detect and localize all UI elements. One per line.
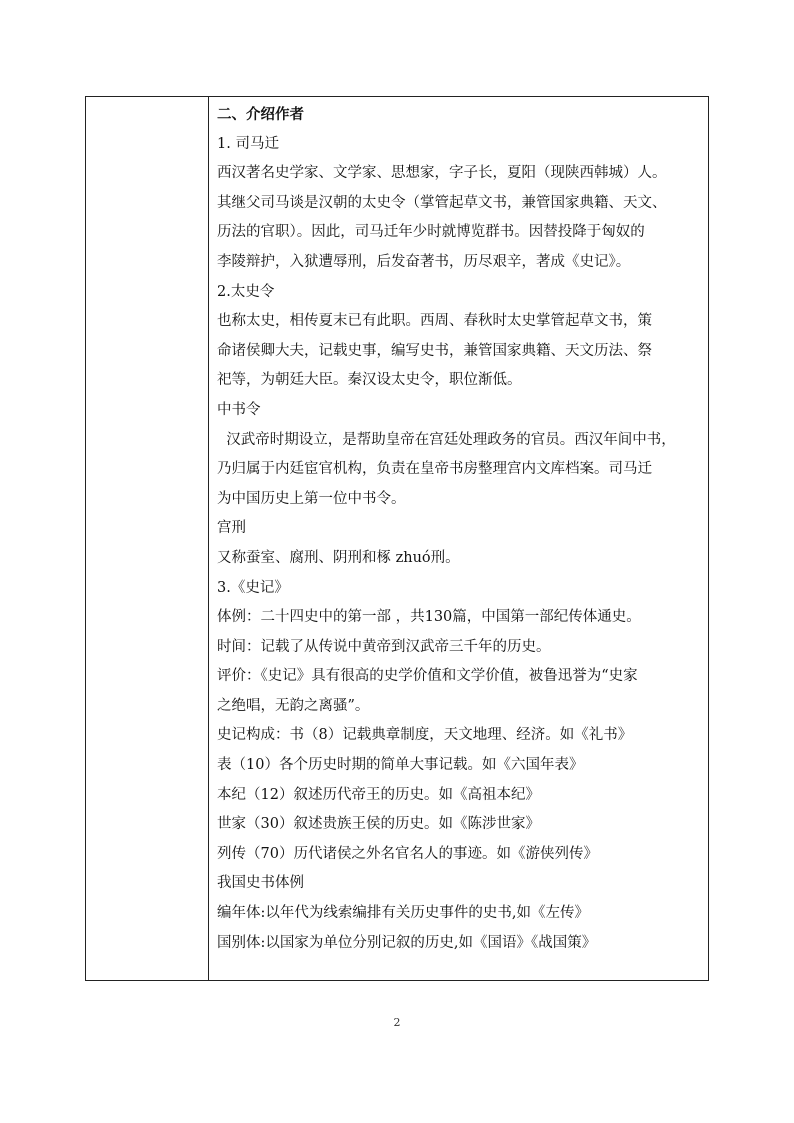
text-line: 中书令	[217, 401, 261, 418]
table-column-divider	[208, 97, 209, 980]
text-line: 西汉著名史学家、文学家、思想家，字子长，夏阳（现陕西韩城）人。	[217, 165, 667, 182]
text-line: 之绝唱，无韵之离骚”。	[217, 697, 370, 714]
text-line: 2.太史令	[217, 283, 275, 300]
text-line: 李陵辩护，入狱遭辱刑，后发奋著书，历尽艰辛，著成《史记》。	[217, 253, 631, 270]
text-line: 历法的官职）。因此，司马迁年少时就博览群书。因替投降于匈奴的	[217, 224, 645, 241]
text-line: 史记构成：书（8）记载典章制度，天文地理、经济。如《礼书》	[217, 727, 633, 744]
text-line: 3.《史记》	[217, 579, 289, 596]
text-line: 国别体:以国家为单位分别记叙的历史,如《国语》《战国策》	[217, 934, 597, 951]
text-line: 祀等，为朝廷大臣。秦汉设太史令，职位渐低。	[217, 372, 522, 389]
document-table	[85, 96, 709, 981]
text-line: 宫刑	[217, 520, 246, 537]
text-line: 其继父司马谈是汉朝的太史令（掌管起草文书，兼管国家典籍、天文、	[217, 194, 667, 211]
section-heading: 二、介绍作者	[217, 106, 304, 123]
text-line: 我国史书体例	[217, 875, 304, 892]
text-line: 为中国历史上第一位中书令。	[217, 490, 406, 507]
table-content-cell	[217, 100, 704, 958]
text-line: 编年体:以年代为线索编排有关历史事件的史书,如《左传》	[217, 905, 589, 922]
text-line: 列传（70）历代诸侯之外名官名人的事迹。如《游侠列传》	[217, 845, 598, 862]
text-line: 时间：记载了从传说中黄帝到汉武帝三千年的历史。	[217, 638, 551, 655]
text-line: 又称蚕室、腐刑、阴刑和椓 zhuó刑。	[217, 549, 460, 566]
text-line: 评价：《史记》具有很高的史学价值和文学价值，被鲁迅誉为“史家	[217, 668, 638, 685]
page-number: 2	[393, 1016, 401, 1029]
text-line: 1. 司马迁	[217, 135, 279, 152]
text-line: 本纪（12）叙述历代帝王的历史。如《高祖本纪》	[217, 786, 540, 803]
text-line: 世家（30）叙述贵族王侯的历史。如《陈涉世家》	[217, 816, 540, 833]
text-line: 乃归属于内廷宦官机构，负责在皇帝书房整理宫内文库档案。司马迁	[217, 461, 652, 478]
text-line: 命诸侯卿大夫，记载史事，编写史书，兼管国家典籍、天文历法、祭	[217, 342, 652, 359]
text-line: 也称太史，相传夏末已有此职。西周、春秋时太史掌管起草文书，策	[217, 313, 652, 330]
text-line: 汉武帝时期设立，是帮助皇帝在宫廷处理政务的官员。西汉年间中书，	[217, 431, 676, 448]
text-line: 表（10）各个历史时期的简单大事记载。如《六国年表》	[217, 757, 584, 774]
text-line: 体例：二十四史中的第一部 ，共130篇，中国第一部纪传体通史。	[217, 609, 641, 626]
